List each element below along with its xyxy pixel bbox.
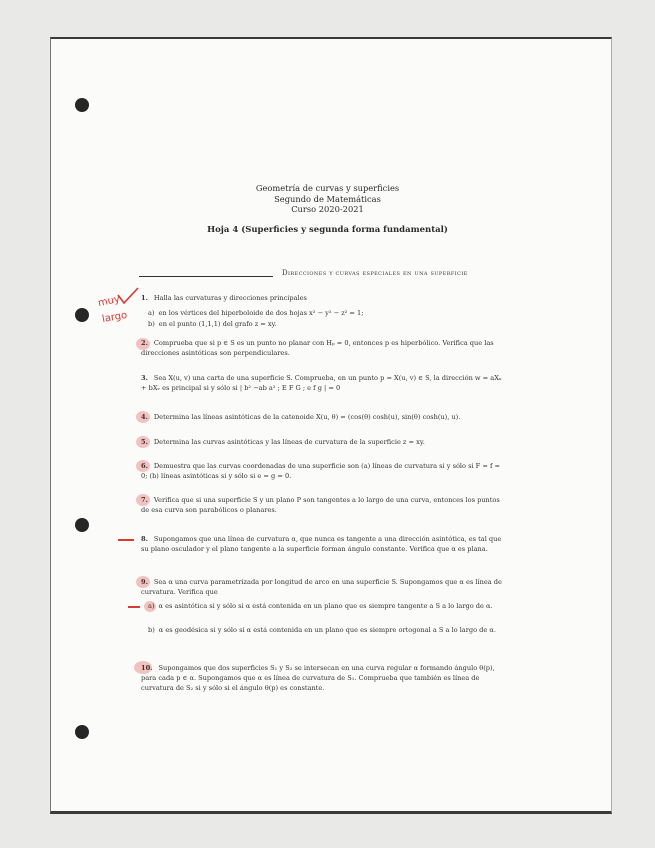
exercise-text: Comprueba que si p ∈ S es un punto no planar con Hₚ = 0, entonces p es hiperbólico. Verifica que las direcciones asintóticas son perpendiculares.	[141, 339, 494, 357]
exercise-4	[141, 412, 503, 422]
item-text: α es asintótica si y sólo si α está contenida en un plano que es siempre tangente a S a lo largo de α.	[158, 602, 493, 610]
punch-hole	[75, 725, 89, 739]
exercise-number: 1.	[141, 294, 148, 302]
course-header	[0, 183, 655, 215]
exercise-10	[141, 663, 503, 693]
exercise-text: Demuestra que las curvas coordenadas de una superficie son (a) líneas de curvatura si y sólo si F = f = 0; (b) líneas asintóticas si y sólo si e = g = 0.	[141, 462, 501, 480]
exercise-1-item-b	[148, 319, 503, 329]
course-title: Geometría de curvas y superficies	[255, 183, 400, 193]
exercise-number: 9.	[141, 578, 148, 586]
exercise-2	[141, 338, 503, 358]
exercise-number: 8.	[141, 535, 148, 543]
exercise-1-item-a	[148, 308, 503, 318]
annotation-dash	[128, 606, 140, 608]
punch-hole	[75, 518, 89, 532]
exercise-number: 10.	[141, 664, 153, 672]
handwritten-note: largo	[101, 309, 129, 326]
item-label: b)	[148, 320, 155, 328]
section-rule	[139, 276, 273, 277]
exercise-number: 6.	[141, 462, 148, 470]
paper-sheet	[50, 37, 612, 814]
exercise-number: 4.	[141, 413, 148, 421]
exercise-8	[141, 534, 503, 554]
exercise-3	[141, 373, 503, 393]
exercise-text: Determina las curvas asintóticas y las líneas de curvatura de la superficie z = xy.	[153, 438, 425, 446]
exercise-5	[141, 437, 503, 447]
exercise-text: Determina las líneas asintóticas de la catenoide X(u, θ) = (cos(θ) cosh(u), sin(θ) cosh(u), u).	[153, 413, 461, 421]
course-academic-year: Curso 2020-2021	[291, 204, 364, 214]
handwritten-note: muy	[97, 293, 121, 310]
exercise-text: Supongamos que una línea de curvatura α, que nunca es tangente a una dirección asintótica, es tal que su plano osculador y el plano tangente a la superficie forman ángulo constante. Verifica que α es plana.	[141, 535, 502, 553]
course-year-program: Segundo de Matemáticas	[274, 193, 381, 204]
punch-hole	[75, 98, 89, 112]
exercise-9-item-a	[148, 601, 503, 611]
item-label: b)	[148, 626, 155, 634]
exercise-9-item-b	[148, 625, 503, 635]
sheet-title: Hoja 4 (Superficies y segunda forma fundamental)	[207, 225, 448, 235]
exercise-1	[141, 293, 503, 303]
exercise-text: Sea α una curva parametrizada por longitud de arco en una superficie S. Supongamos que α es línea de curvatura. Verifica que	[141, 578, 502, 596]
annotation-dash	[118, 539, 134, 541]
exercise-text: Verifica que si una superficie S y un plano P son tangentes a lo largo de una curva, entonces los puntos de esa curva son parabólicos o planares.	[141, 496, 500, 514]
punch-hole	[75, 308, 89, 322]
item-label: a)	[148, 309, 155, 317]
item-text: en el punto (1,1,1) del grafo z = xy.	[158, 320, 277, 328]
item-text: en los vértices del hiperboloide de dos hojas x² − y² − z² = 1;	[158, 309, 364, 317]
checkmark-icon	[116, 287, 140, 307]
exercise-number: 5.	[141, 438, 148, 446]
exercise-9	[141, 577, 503, 597]
exercise-text: Supongamos que dos superficies S₁ y S₂ se intersecan en una curva regular α formando ángulo θ(p), para cada p ∈ α. Supongamos que α es línea de curvatura de S₁. Comprueba que también es línea de curvatura de S₂ si y sólo si el ángulo θ(p) es constante.	[141, 664, 495, 692]
exercise-6	[141, 461, 503, 481]
exercise-number: 2.	[141, 339, 148, 347]
item-label: a)	[148, 602, 155, 610]
exercise-text: Halla las curvaturas y direcciones principales	[153, 294, 307, 302]
section-title: Direcciones y curvas especiales en una superficie	[282, 269, 468, 277]
item-text: α es geodésica si y sólo si α está contenida en un plano que es siempre ortogonal a S a lo largo de α.	[158, 626, 496, 634]
exercise-number: 3.	[141, 374, 148, 382]
exercise-text: Sea X(u, v) una carta de una superficie S. Comprueba, en un punto p = X(u, v) ∈ S, la dirección w = aXᵤ + bXᵥ es principal si y sólo si | b² −ab a² ; E F G ; e f g | = 0	[141, 374, 502, 392]
exercise-7	[141, 495, 503, 515]
exercise-number: 7.	[141, 496, 148, 504]
